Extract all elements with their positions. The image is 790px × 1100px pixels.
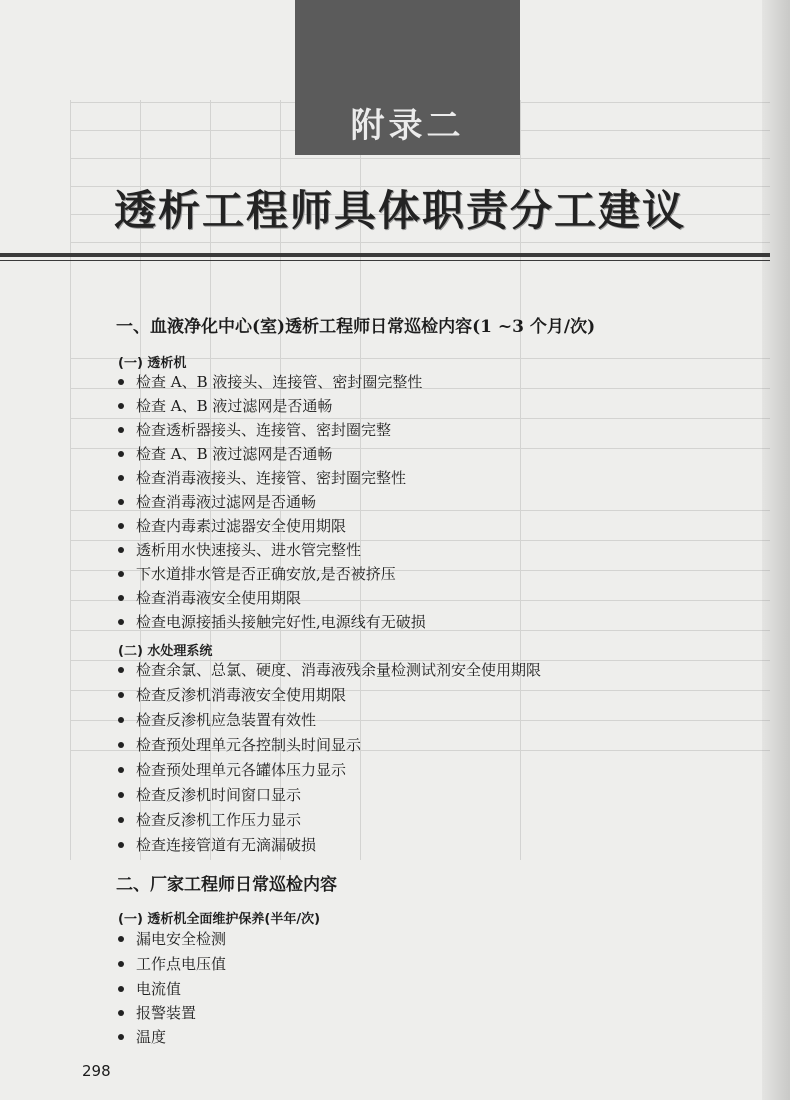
bullet-icon <box>118 571 124 577</box>
list-item: 检查反渗机工作压力显示 <box>118 809 301 831</box>
title-rule-thick <box>0 253 770 257</box>
bullet-icon <box>118 792 124 798</box>
list-item: 检查 A、B 液过滤网是否通畅 <box>118 443 332 465</box>
bullet-icon <box>118 717 124 723</box>
page-number: 298 <box>82 1062 111 1080</box>
bullet-icon <box>118 936 124 942</box>
bullet-icon <box>118 986 124 992</box>
bullet-icon <box>118 667 124 673</box>
bullet-icon <box>118 499 124 505</box>
title-rule-thin <box>0 260 770 261</box>
bullet-icon <box>118 379 124 385</box>
list-item: 检查电源接插头接触完好性,电源线有无破损 <box>118 611 426 633</box>
list-item: 下水道排水管是否正确安放,是否被挤压 <box>118 563 396 585</box>
bullet-icon <box>118 595 124 601</box>
list-item: 检查消毒液接头、连接管、密封圈完整性 <box>118 467 406 489</box>
list-item: 透析用水快速接头、进水管完整性 <box>118 539 361 561</box>
subsection-heading: (二) 水处理系统 <box>118 644 213 659</box>
list-item: 检查内毒素过滤器安全使用期限 <box>118 515 346 537</box>
page-title: 透析工程师具体职责分工建议 <box>113 186 686 235</box>
list-item: 检查透析器接头、连接管、密封圈完整 <box>118 419 391 441</box>
bullet-icon <box>118 817 124 823</box>
appendix-banner <box>295 0 520 155</box>
list-item: 检查消毒液安全使用期限 <box>118 587 301 609</box>
list-item: 报警装置 <box>118 1002 196 1024</box>
list-item: 检查预处理单元各罐体压力显示 <box>118 759 346 781</box>
bullet-icon <box>118 1010 124 1016</box>
bullet-icon <box>118 842 124 848</box>
bullet-icon <box>118 1034 124 1040</box>
list-item: 漏电安全检测 <box>118 928 226 950</box>
list-item: 工作点电压值 <box>118 953 226 975</box>
list-item: 检查预处理单元各控制头时间显示 <box>118 734 361 756</box>
bullet-icon <box>118 451 124 457</box>
bullet-icon <box>118 742 124 748</box>
appendix-label: 附录二 <box>350 106 465 146</box>
bullet-icon <box>118 619 124 625</box>
bullet-icon <box>118 547 124 553</box>
subsection-heading: (一) 透析机 <box>118 356 187 371</box>
bullet-icon <box>118 427 124 433</box>
subsection-heading: (一) 透析机全面维护保养(半年/次) <box>118 912 321 927</box>
page-edge-shadow <box>762 0 790 1100</box>
section-heading: 一、血液净化中心(室)透析工程师日常巡检内容(1 ~3 个月/次) <box>116 317 596 337</box>
bullet-icon <box>118 403 124 409</box>
bullet-icon <box>118 523 124 529</box>
list-item: 检查反渗机应急装置有效性 <box>118 709 316 731</box>
list-item: 检查余氯、总氯、硬度、消毒液残余量检测试剂安全使用期限 <box>118 659 541 681</box>
list-item: 检查连接管道有无滴漏破损 <box>118 834 316 856</box>
list-item: 电流值 <box>118 978 181 1000</box>
list-item: 检查反渗机消毒液安全使用期限 <box>118 684 346 706</box>
list-item: 温度 <box>118 1026 166 1048</box>
bullet-icon <box>118 692 124 698</box>
bullet-icon <box>118 767 124 773</box>
section-heading: 二、厂家工程师日常巡检内容 <box>116 875 337 895</box>
bullet-icon <box>118 961 124 967</box>
list-item: 检查反渗机时间窗口显示 <box>118 784 301 806</box>
bullet-icon <box>118 475 124 481</box>
list-item: 检查 A、B 液接头、连接管、密封圈完整性 <box>118 371 422 393</box>
list-item: 检查 A、B 液过滤网是否通畅 <box>118 395 332 417</box>
list-item: 检查消毒液过滤网是否通畅 <box>118 491 316 513</box>
